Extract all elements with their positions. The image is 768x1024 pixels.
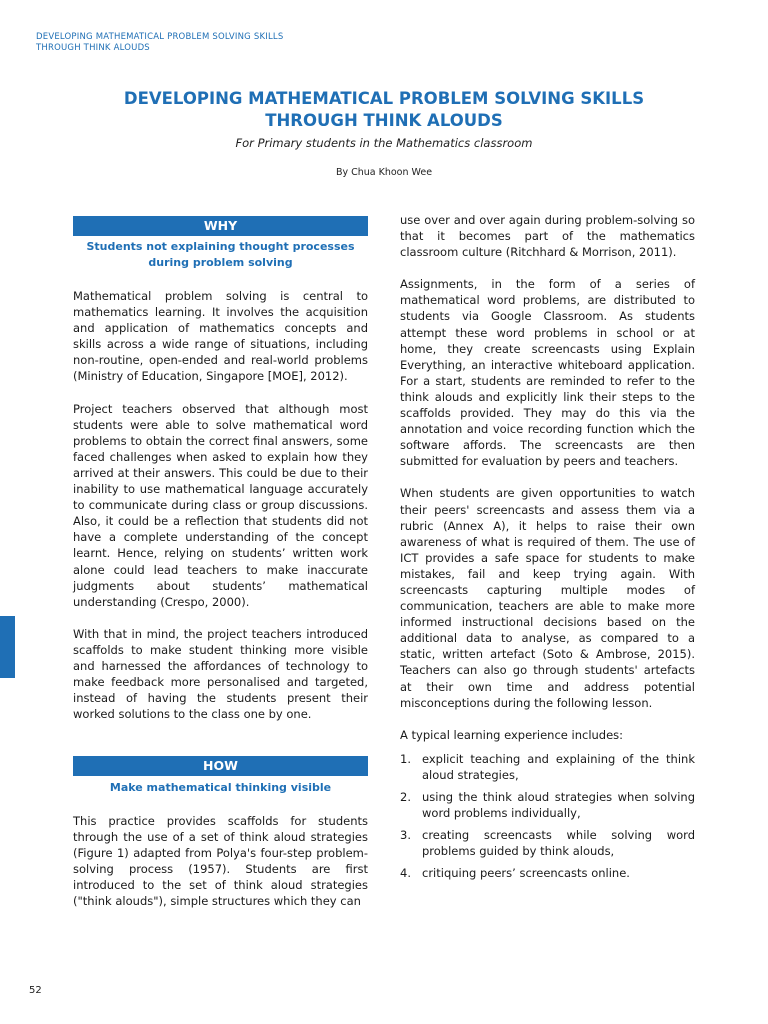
right-paragraph-2: Assignments, in the form of a series of mathematical word problems, are distributed to students via Google Classroom. As students attempt these word problems in school or at home, they create screencasts using Explain Everything, an interactive whiteboard application. For a start, students are reminded to refer to the think alouds and explicitly link their steps to the scaffolds provided. They may do this via the annotation and voice recording function which the software affords. The screencasts are then submitted for evaluation by peers and teachers. xyxy=(400,277,695,469)
side-tab-marker xyxy=(0,616,15,678)
how-body xyxy=(73,813,368,910)
list-item xyxy=(400,865,695,881)
why-paragraph-1: Mathematical problem solving is central to mathematics learning. It involves the acquisition and application of mathematics concepts and skills across a wide range of situations, including non-routine, open-ended and real-world problems (Ministry of Education, Singapore [MOE], 2012). xyxy=(73,289,368,384)
why-paragraph-2: Project teachers observed that although most students were able to solve mathematical word problems to obtain the correct final answers, some faced challenges when asked to explain how they arrived at their answers. This could be due to their inability to use mathematical language accurately to communicate during class or group discussions. Also, it could be a reflection that students did not have a complete understanding of the concept learnt. Hence, relying on students’ written work alone could lead teachers to make inaccurate judgments about students’ mathematical understanding (Crespo, 2000). xyxy=(73,401,368,609)
list-item-text: explicit teaching and explaining of the think aloud strategies, xyxy=(422,751,695,782)
list-item xyxy=(400,751,695,783)
list-item-number: 4. xyxy=(400,866,411,881)
list-item-text: critiquing peers’ screencasts online. xyxy=(422,866,630,881)
why-subheading xyxy=(73,239,368,271)
learning-steps-list xyxy=(400,751,695,882)
right-column xyxy=(400,212,695,881)
list-item-number: 2. xyxy=(400,790,411,804)
list-item-number: 3. xyxy=(400,828,411,843)
page-number: 52 xyxy=(29,985,42,996)
why-subheading-line2: during problem solving xyxy=(148,256,293,269)
list-item-text: using the think aloud strategies when solving word problems individually, xyxy=(422,790,695,821)
subtitle: For Primary students in the Mathematics classroom xyxy=(235,136,533,150)
running-header-line2: THROUGH THINK ALOUDS xyxy=(36,43,150,53)
right-paragraph-3: When students are given opportunities to watch their peers' screencasts and assess them via a rubric (Annex A), it helps to raise their own awareness of what is required of them. The use of ICT provides a safe space for students to make mistakes, fail and keep trying again. With screencasts capturing multiple modes of communication, teachers are able to make more informed instructional decisions based on the additional data to analyse, as compared to a static, written artefact (Soto & Ambrose, 2015). Teachers can also go through students' artefacts at their own time and address potential misconceptions during the following lesson. xyxy=(400,486,695,710)
right-paragraph-1: use over and over again during problem-solving so that it becomes part of the mathematics classroom culture (Ritchhard & Morrison, 2011). xyxy=(400,213,695,260)
how-subheading: Make mathematical thinking visible xyxy=(109,781,332,794)
running-header xyxy=(36,32,283,54)
title-line2: THROUGH THINK ALOUDS xyxy=(265,111,503,130)
how-heading: HOW xyxy=(73,756,368,776)
list-item xyxy=(400,827,695,859)
running-header-line1: DEVELOPING MATHEMATICAL PROBLEM SOLVING SKILLS xyxy=(36,32,284,42)
why-paragraph-3: With that in mind, the project teachers introduced scaffolds to make student thinking more visible and harnessed the affordances of technology to make feedback more personalised and targeted, instead of having the students present their worked solutions to the class one by one. xyxy=(73,626,368,722)
byline: By Chua Khoon Wee xyxy=(335,167,433,178)
why-subheading-line1: Students not explaining thought processes xyxy=(86,240,355,253)
title-line1: DEVELOPING MATHEMATICAL PROBLEM SOLVING SKILLS xyxy=(123,89,645,108)
list-item-number: 1. xyxy=(400,751,411,766)
how-paragraph-1: This practice provides scaffolds for students through the use of a set of think aloud strategies (Figure 1) adapted from Polya's four-step problem-solving process (1957). Students are first introduced to the set of think aloud strategies ("think alouds"), simple structures which they can xyxy=(73,814,368,909)
why-body xyxy=(73,288,368,722)
page-title xyxy=(0,88,768,132)
list-item-text: creating screencasts while solving word problems guided by think alouds, xyxy=(422,828,695,859)
list-intro: A typical learning experience includes: xyxy=(400,727,624,742)
why-heading: WHY xyxy=(73,216,368,236)
list-item xyxy=(400,789,695,821)
